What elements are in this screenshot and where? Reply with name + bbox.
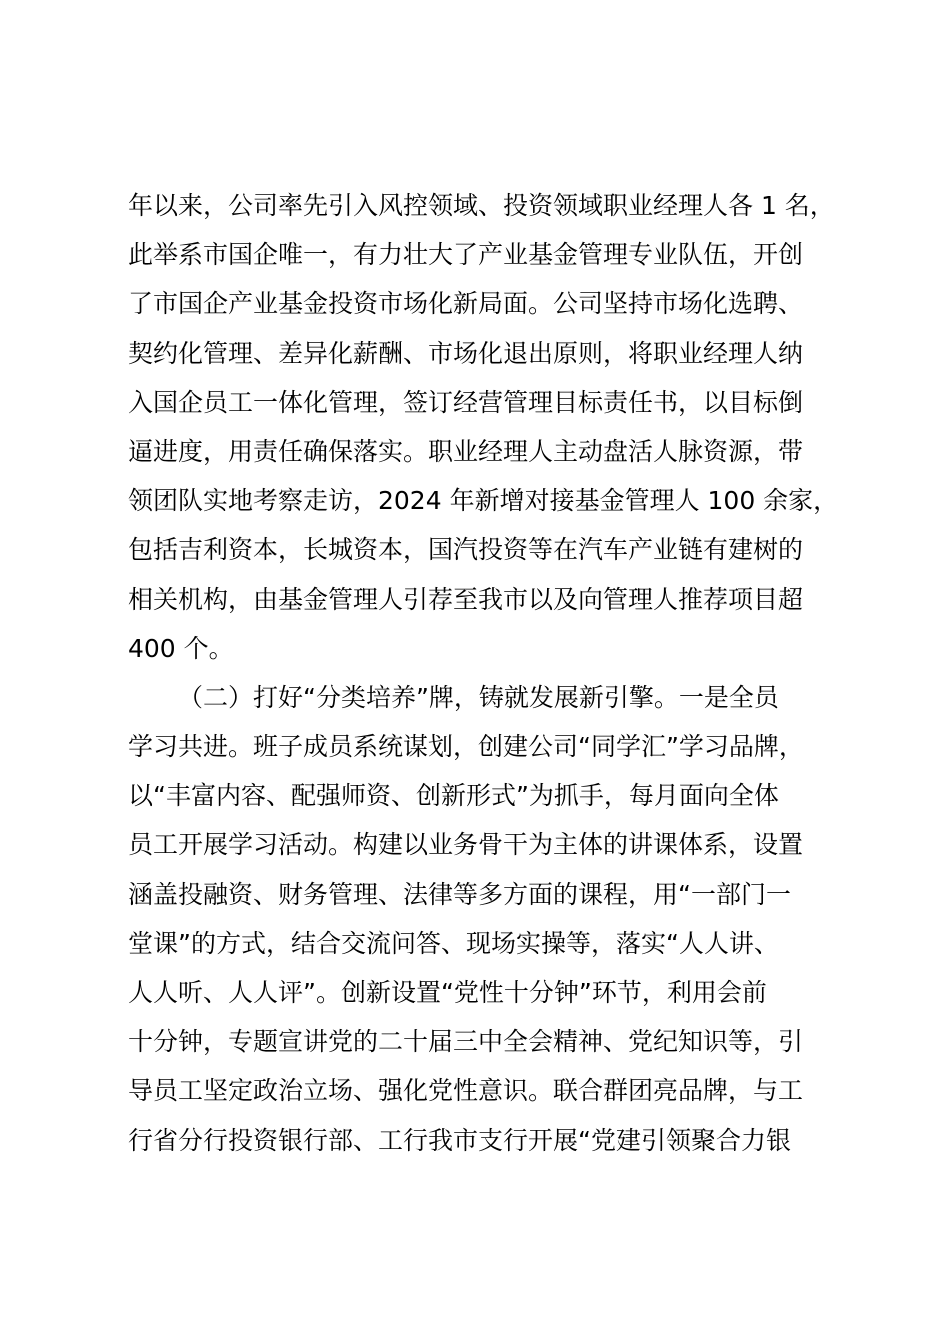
text-line: 十分钟，专题宣讲党的二十届三中全会精神、党纪知识等，引 — [128, 1027, 804, 1057]
text-line: 人人听、人人评”。创新设置“党性十分钟”环节，利用会前 — [128, 978, 767, 1007]
text-line: 领团队实地考察走访，2024 年新增对接基金管理人 100 余家， — [128, 486, 839, 516]
text-line: 年以来，公司率先引入风控领域、投资领域职业经理人各 1 名， — [128, 191, 835, 220]
text-line: 学习共进。班子成员系统谋划，创建公司“同学汇”学习品牌， — [128, 732, 804, 762]
text-line: 堂课”的方式，结合交流问答、现场实操等，落实“人人讲、 — [128, 928, 779, 958]
section-heading-line: （二）打好“分类培养”牌，铸就发展新引擎。一是全员 — [178, 682, 779, 712]
text-line: 400 个。 — [128, 633, 234, 663]
text-line: 员工开展学习活动。构建以业务骨干为主体的讲课体系，设置 — [128, 830, 804, 860]
text-line: 以“丰富内容、配强师资、创新形式”为抓手，每月面向全体 — [128, 781, 779, 811]
text-line: 此举系市国企唯一，有力壮大了产业基金管理专业队伍，开创 — [128, 240, 804, 270]
text-line: 包括吉利资本，长城资本，国汽投资等在汽车产业链有建树的 — [128, 535, 804, 565]
text-line: 相关机构，由基金管理人引荐至我市以及向管理人推荐项目超 — [128, 584, 804, 614]
text-line: 契约化管理、差异化薪酬、市场化退出原则，将职业经理人纳 — [128, 338, 804, 368]
text-line: 导员工坚定政治立场、强化党性意识。联合群团亮品牌，与工 — [128, 1076, 804, 1106]
text-line: 逼进度，用责任确保落实。职业经理人主动盘活人脉资源，带 — [128, 436, 804, 466]
text-line: 行省分行投资银行部、工行我市支行开展“党建引领聚合力银 — [128, 1125, 791, 1155]
body-text — [128, 181, 858, 1165]
text-line: 涵盖投融资、财务管理、法律等多方面的课程，用“一部门一 — [128, 879, 791, 909]
text-line: 了市国企产业基金投资市场化新局面。公司坚持市场化选聘、 — [128, 289, 804, 319]
text-line: 入国企员工一体化管理，签订经营管理目标责任书，以目标倒 — [128, 387, 804, 417]
